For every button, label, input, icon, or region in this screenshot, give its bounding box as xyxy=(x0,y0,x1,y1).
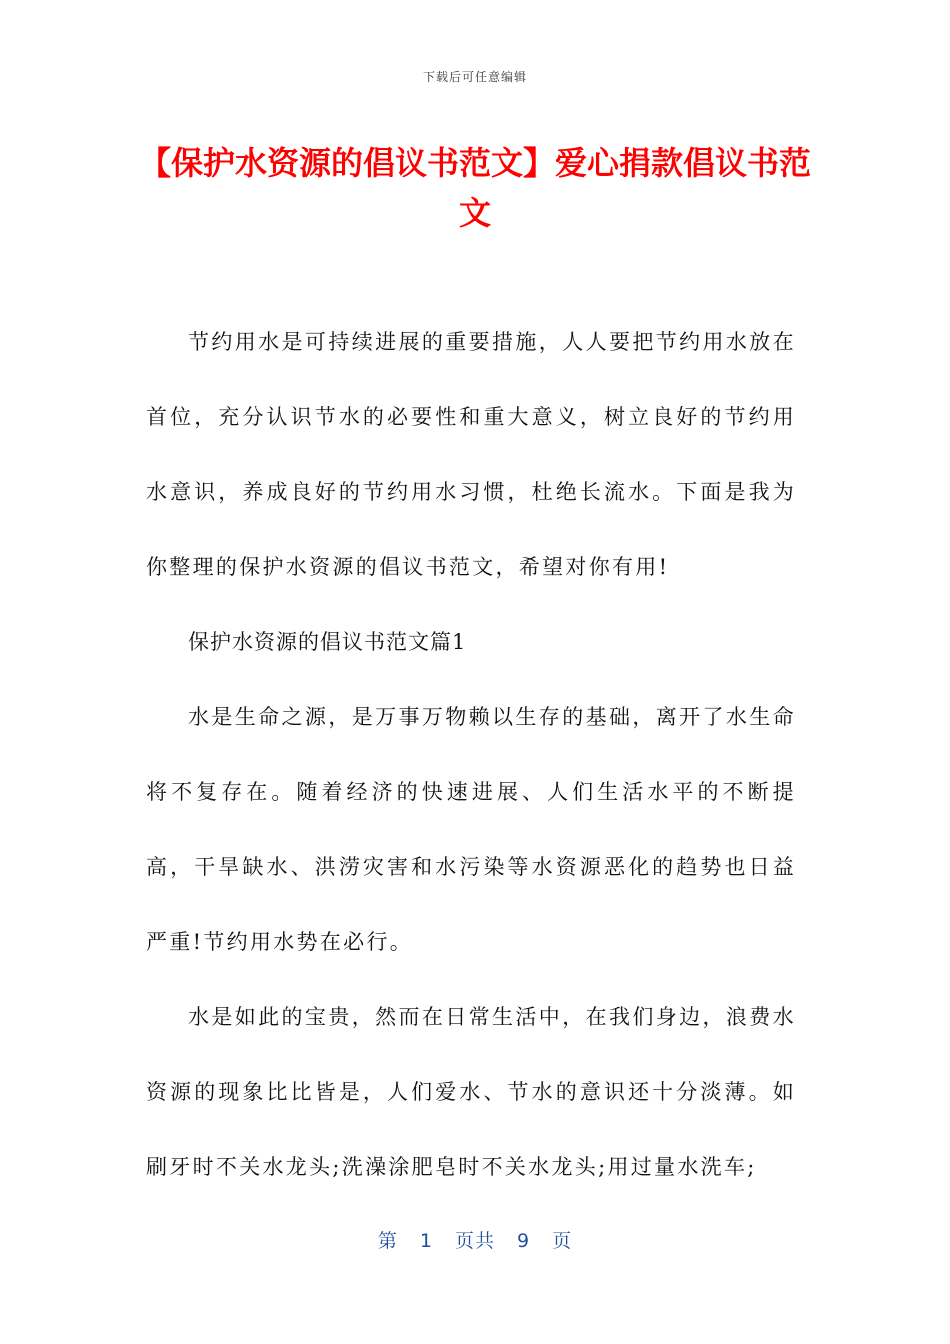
page-footer xyxy=(0,1226,950,1253)
footer-middle: 页共 xyxy=(454,1230,495,1252)
footer-total-pages: 9 xyxy=(517,1230,531,1252)
paragraph-water-source: 水是生命之源，是万事万物赖以生存的基础，离开了水生命将不复存在。随着经济的快速进展、人们生活水平的不断提高，干旱缺水、洪涝灾害和水污染等水资源恶化的趋势也日益严重!节约用水势在必行。 xyxy=(146,705,796,954)
footer-prefix: 第 xyxy=(377,1230,398,1252)
header-note: 下载后可任意编辑 xyxy=(422,70,527,84)
paragraph-water-waste: 水是如此的宝贵，然而在日常生活中，在我们身边，浪费水资源的现象比比皆是，人们爱水、节水的意识还十分淡薄。如刷牙时不关水龙头;洗澡涂肥皂时不关水龙头;用过量水洗车; xyxy=(146,1005,796,1179)
document-title: 【保护水资源的倡议书范文】爱心捐款倡议书范文 xyxy=(138,144,811,232)
paragraph-intro: 节约用水是可持续进展的重要措施，人人要把节约用水放在首位，充分认识节水的必要性和重大意义，树立良好的节约用水意识，养成良好的节约用水习惯，杜绝长流水。下面是我为你整理的保护水资源的倡议书范文，希望对你有用! xyxy=(146,330,796,579)
section-heading: 保护水资源的倡议书范文篇1 xyxy=(188,630,467,654)
footer-suffix: 页 xyxy=(552,1230,573,1252)
document-body xyxy=(146,305,796,1205)
footer-current-page: 1 xyxy=(419,1230,433,1252)
